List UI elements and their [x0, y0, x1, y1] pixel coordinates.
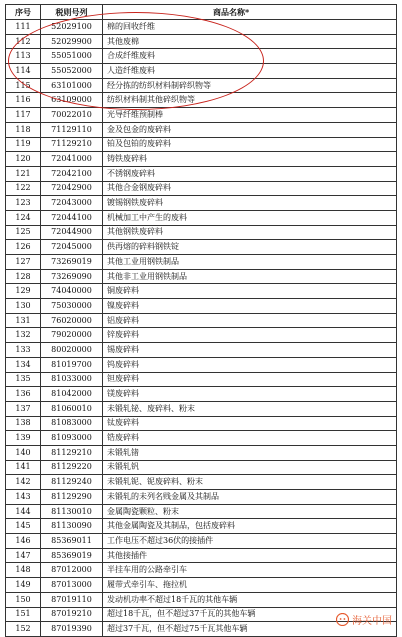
row-seq: 149 — [6, 578, 41, 593]
row-code: 80020000 — [41, 343, 103, 358]
row-seq: 117 — [6, 108, 41, 123]
row-seq: 113 — [6, 49, 41, 64]
row-seq: 139 — [6, 431, 41, 446]
row-name: 合成纤维废料 — [103, 49, 397, 64]
table-row — [6, 431, 397, 446]
table-header-row — [6, 5, 397, 20]
row-code: 87012000 — [41, 563, 103, 578]
header-code: 税则号列 — [41, 5, 103, 20]
row-seq: 150 — [6, 592, 41, 607]
row-seq: 132 — [6, 328, 41, 343]
row-seq: 118 — [6, 122, 41, 137]
table-row — [6, 475, 397, 490]
table-row — [6, 78, 397, 93]
row-code: 73269019 — [41, 255, 103, 270]
table-row — [6, 181, 397, 196]
row-code: 70022010 — [41, 108, 103, 123]
row-seq: 131 — [6, 313, 41, 328]
table-row — [6, 534, 397, 549]
row-name: 钨废碎料 — [103, 357, 397, 372]
row-seq: 126 — [6, 240, 41, 255]
row-code: 81130010 — [41, 504, 103, 519]
row-name: 镀锡钢铁废碎料 — [103, 196, 397, 211]
row-name: 钛废碎料 — [103, 416, 397, 431]
row-code: 81019700 — [41, 357, 103, 372]
row-code: 71129210 — [41, 137, 103, 152]
table-row — [6, 416, 397, 431]
row-seq: 120 — [6, 152, 41, 167]
row-name: 棉的回收纤维 — [103, 20, 397, 35]
row-code: 72043000 — [41, 196, 103, 211]
row-name: 其他非工业用钢铁制品 — [103, 269, 397, 284]
row-name: 锡废碎料 — [103, 343, 397, 358]
table-row — [6, 284, 397, 299]
row-code: 72042100 — [41, 166, 103, 181]
table-row — [6, 240, 397, 255]
row-code: 73269090 — [41, 269, 103, 284]
table-row — [6, 49, 397, 64]
row-name: 工作电压不超过36伏的接插件 — [103, 534, 397, 549]
row-name: 铝废碎料 — [103, 313, 397, 328]
table-row — [6, 563, 397, 578]
row-seq: 127 — [6, 255, 41, 270]
row-seq: 148 — [6, 563, 41, 578]
row-name: 光导纤维预制棒 — [103, 108, 397, 123]
row-name: 半挂车用的公路牵引车 — [103, 563, 397, 578]
row-code: 85369011 — [41, 534, 103, 549]
table-row — [6, 64, 397, 79]
table-row — [6, 93, 397, 108]
row-name: 未锻轧钒 — [103, 460, 397, 475]
row-code: 81042000 — [41, 387, 103, 402]
watermark-text: 海关中国 — [352, 616, 392, 627]
table-row — [6, 504, 397, 519]
row-code: 81129240 — [41, 475, 103, 490]
row-code: 87019210 — [41, 607, 103, 622]
row-name: 铂及包铂的废碎料 — [103, 137, 397, 152]
row-name: 镁废碎料 — [103, 387, 397, 402]
row-seq: 146 — [6, 534, 41, 549]
table-row — [6, 196, 397, 211]
row-name: 铸铁废碎料 — [103, 152, 397, 167]
row-name: 未锻轧锗 — [103, 445, 397, 460]
row-seq: 133 — [6, 343, 41, 358]
row-seq: 116 — [6, 93, 41, 108]
row-seq: 147 — [6, 548, 41, 563]
row-seq: 136 — [6, 387, 41, 402]
row-code: 63109000 — [41, 93, 103, 108]
table-row — [6, 445, 397, 460]
row-seq: 152 — [6, 622, 41, 637]
row-seq: 111 — [6, 20, 41, 35]
table-row — [6, 460, 397, 475]
table-row — [6, 122, 397, 137]
table-row — [6, 108, 397, 123]
row-code: 81129210 — [41, 445, 103, 460]
row-name: 金属陶瓷颗粒、粉末 — [103, 504, 397, 519]
row-seq: 145 — [6, 519, 41, 534]
table-row — [6, 269, 397, 284]
header-seq: 序号 — [6, 5, 41, 20]
row-seq: 122 — [6, 181, 41, 196]
row-seq: 134 — [6, 357, 41, 372]
row-name: 钽废碎料 — [103, 372, 397, 387]
row-name: 其他接插件 — [103, 548, 397, 563]
table-row — [6, 255, 397, 270]
table-row — [6, 152, 397, 167]
row-code: 81129290 — [41, 490, 103, 505]
row-code: 79020000 — [41, 328, 103, 343]
row-seq: 123 — [6, 196, 41, 211]
wechat-icon — [336, 613, 349, 626]
row-name: 履带式牵引车、拖拉机 — [103, 578, 397, 593]
row-name: 其他钢铁废碎料 — [103, 225, 397, 240]
row-seq: 138 — [6, 416, 41, 431]
row-name: 发动机功率不超过18千瓦的其他车辆 — [103, 592, 397, 607]
row-seq: 143 — [6, 490, 41, 505]
row-code: 72042900 — [41, 181, 103, 196]
row-code: 87019110 — [41, 592, 103, 607]
row-code: 72044100 — [41, 210, 103, 225]
row-seq: 137 — [6, 401, 41, 416]
row-name: 锌废碎料 — [103, 328, 397, 343]
row-seq: 121 — [6, 166, 41, 181]
row-code: 76020000 — [41, 313, 103, 328]
row-name: 人造纤维废料 — [103, 64, 397, 79]
row-name: 锆废碎料 — [103, 431, 397, 446]
row-seq: 141 — [6, 460, 41, 475]
row-seq: 144 — [6, 504, 41, 519]
row-seq: 112 — [6, 34, 41, 49]
row-name: 未锻轧铋、废碎料、粉末 — [103, 401, 397, 416]
row-seq: 140 — [6, 445, 41, 460]
table-row — [6, 490, 397, 505]
row-name: 铜废碎料 — [103, 284, 397, 299]
row-code: 74040000 — [41, 284, 103, 299]
table-row — [6, 357, 397, 372]
table-row — [6, 299, 397, 314]
table-row — [6, 401, 397, 416]
row-code: 72044900 — [41, 225, 103, 240]
table-row — [6, 372, 397, 387]
row-seq: 135 — [6, 372, 41, 387]
row-seq: 151 — [6, 607, 41, 622]
table-row — [6, 592, 397, 607]
row-code: 55052000 — [41, 64, 103, 79]
table-row — [6, 225, 397, 240]
table-row — [6, 166, 397, 181]
row-name: 经分拣的纺织材料制碎织物等 — [103, 78, 397, 93]
row-name: 其他合金钢废碎料 — [103, 181, 397, 196]
row-code: 52029900 — [41, 34, 103, 49]
row-seq: 142 — [6, 475, 41, 490]
row-code: 72041000 — [41, 152, 103, 167]
row-name: 金及包金的废碎料 — [103, 122, 397, 137]
tariff-table-page — [5, 4, 397, 637]
row-code: 81130090 — [41, 519, 103, 534]
row-code: 75030000 — [41, 299, 103, 314]
table-row — [6, 328, 397, 343]
tariff-table — [5, 4, 397, 637]
row-name: 镍废碎料 — [103, 299, 397, 314]
table-row — [6, 34, 397, 49]
row-name: 超过37千瓦，但不超过75千瓦其他车辆 — [103, 622, 397, 637]
row-code: 81083000 — [41, 416, 103, 431]
table-row — [6, 343, 397, 358]
table-row — [6, 137, 397, 152]
row-name: 机械加工中产生的废料 — [103, 210, 397, 225]
row-name: 纺织材料制其他碎织物等 — [103, 93, 397, 108]
table-row — [6, 548, 397, 563]
row-name: 其他废棉 — [103, 34, 397, 49]
row-code: 81060010 — [41, 401, 103, 416]
row-name: 未锻轧的未列名贱金属及其制品 — [103, 490, 397, 505]
row-code: 71129110 — [41, 122, 103, 137]
table-row — [6, 578, 397, 593]
row-name: 超过18千瓦，但不超过37千瓦的其他车辆 — [103, 607, 397, 622]
row-code: 81093000 — [41, 431, 103, 446]
table-row — [6, 313, 397, 328]
row-code: 85369019 — [41, 548, 103, 563]
table-row — [6, 210, 397, 225]
table-row — [6, 20, 397, 35]
row-seq: 130 — [6, 299, 41, 314]
row-seq: 115 — [6, 78, 41, 93]
row-name: 其他工业用钢铁制品 — [103, 255, 397, 270]
row-seq: 114 — [6, 64, 41, 79]
row-code: 81033000 — [41, 372, 103, 387]
row-seq: 129 — [6, 284, 41, 299]
row-seq: 119 — [6, 137, 41, 152]
table-row — [6, 519, 397, 534]
row-code: 87013000 — [41, 578, 103, 593]
row-name: 不锈钢废碎料 — [103, 166, 397, 181]
row-name: 未锻轧铌、铌废碎料、粉末 — [103, 475, 397, 490]
table-row — [6, 387, 397, 402]
row-code: 81129220 — [41, 460, 103, 475]
header-name: 商品名称* — [103, 5, 397, 20]
row-seq: 125 — [6, 225, 41, 240]
row-name: 供再熔的碎料钢铁锭 — [103, 240, 397, 255]
row-code: 52029100 — [41, 20, 103, 35]
row-seq: 128 — [6, 269, 41, 284]
row-code: 72045000 — [41, 240, 103, 255]
row-code: 87019390 — [41, 622, 103, 637]
row-seq: 124 — [6, 210, 41, 225]
watermark — [336, 612, 392, 627]
row-name: 其他金属陶瓷及其制品，包括废碎料 — [103, 519, 397, 534]
row-code: 63101000 — [41, 78, 103, 93]
row-code: 55051000 — [41, 49, 103, 64]
